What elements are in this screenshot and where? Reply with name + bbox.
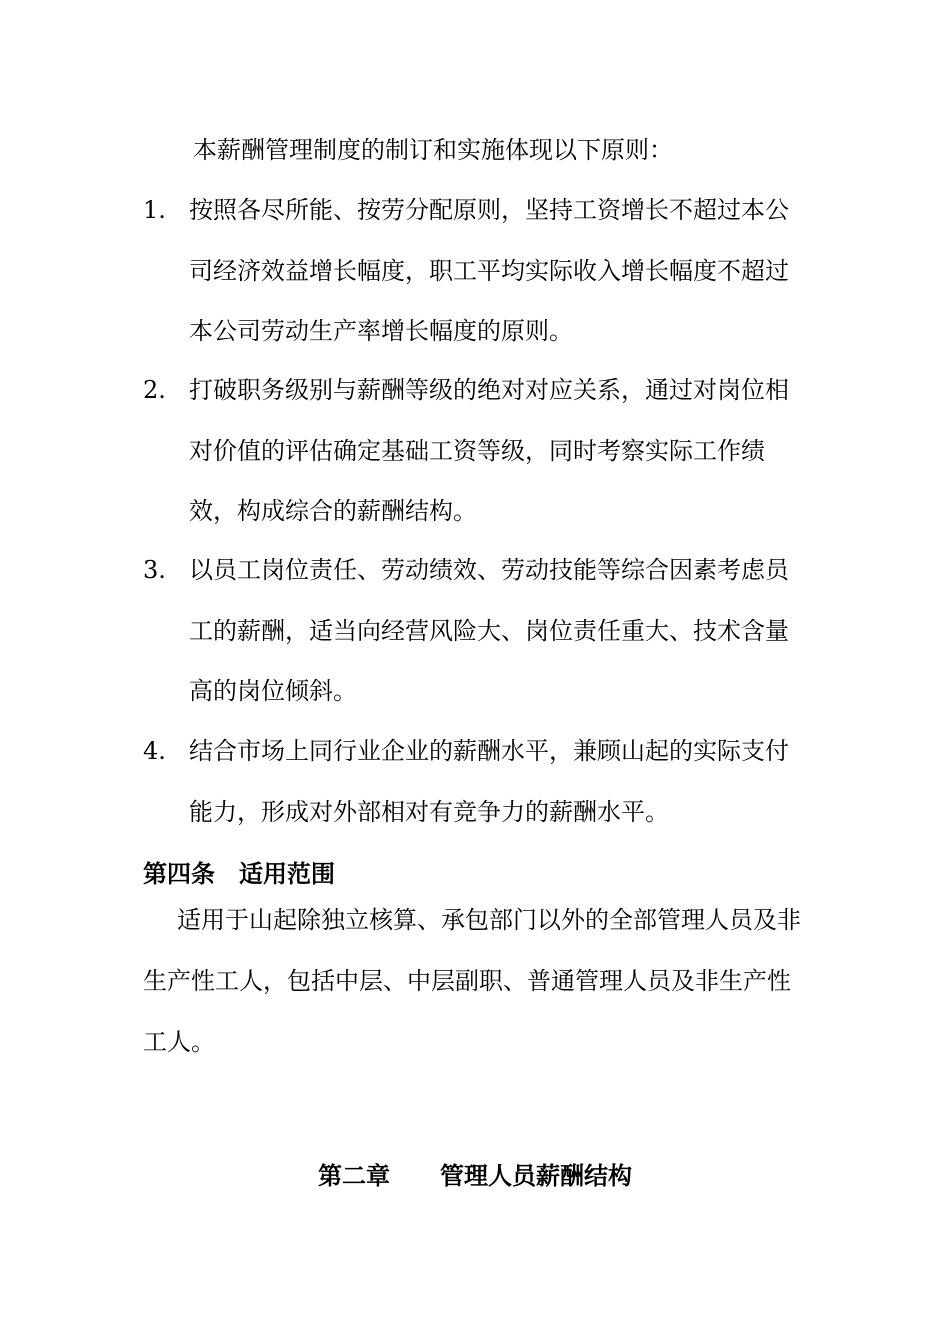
principle-text: 打破职务级别与薪酬等级的绝对对应关系，通过对岗位相对价值的评估确定基础工资等级，同时考察实际工作绩效，构成综合的薪酬结构。 (189, 376, 789, 525)
principle-text: 以员工岗位责任、劳动绩效、劳动技能等综合因素考虑员工的薪酬，适当向经营风险大、岗位责任重大、技术含量高的岗位倾斜。 (189, 556, 789, 705)
chapter-number: 第二章 (318, 1161, 390, 1190)
principle-number: 2. (143, 376, 166, 404)
intro-sentence: 本薪酬管理制度的制订和实施体现以下原则： (193, 136, 673, 164)
principle-number: 4. (143, 737, 166, 765)
chapter-heading (0, 1158, 950, 1194)
article-number: 第四条 (143, 859, 215, 888)
article-heading (143, 856, 335, 892)
principle-text: 结合市场上同行业企业的薪酬水平，兼顾山起的实际支付能力，形成对外部相对有竞争力的薪酬水平。 (189, 737, 789, 826)
scope-paragraph: 适用于山起除独立核算、承包部门以外的全部管理人员及非生产性工人，包括中层、中层副职、普通管理人员及非生产性工人。 (143, 906, 801, 1056)
chapter-title: 管理人员薪酬结构 (440, 1161, 632, 1190)
principle-number: 1. (143, 196, 166, 224)
principle-number: 3. (143, 556, 166, 584)
article-title: 适用范围 (239, 859, 335, 888)
principle-text: 按照各尽所能、按劳分配原则，坚持工资增长不超过本公司经济效益增长幅度，职工平均实际收入增长幅度不超过本公司劳动生产率增长幅度的原则。 (189, 196, 789, 345)
